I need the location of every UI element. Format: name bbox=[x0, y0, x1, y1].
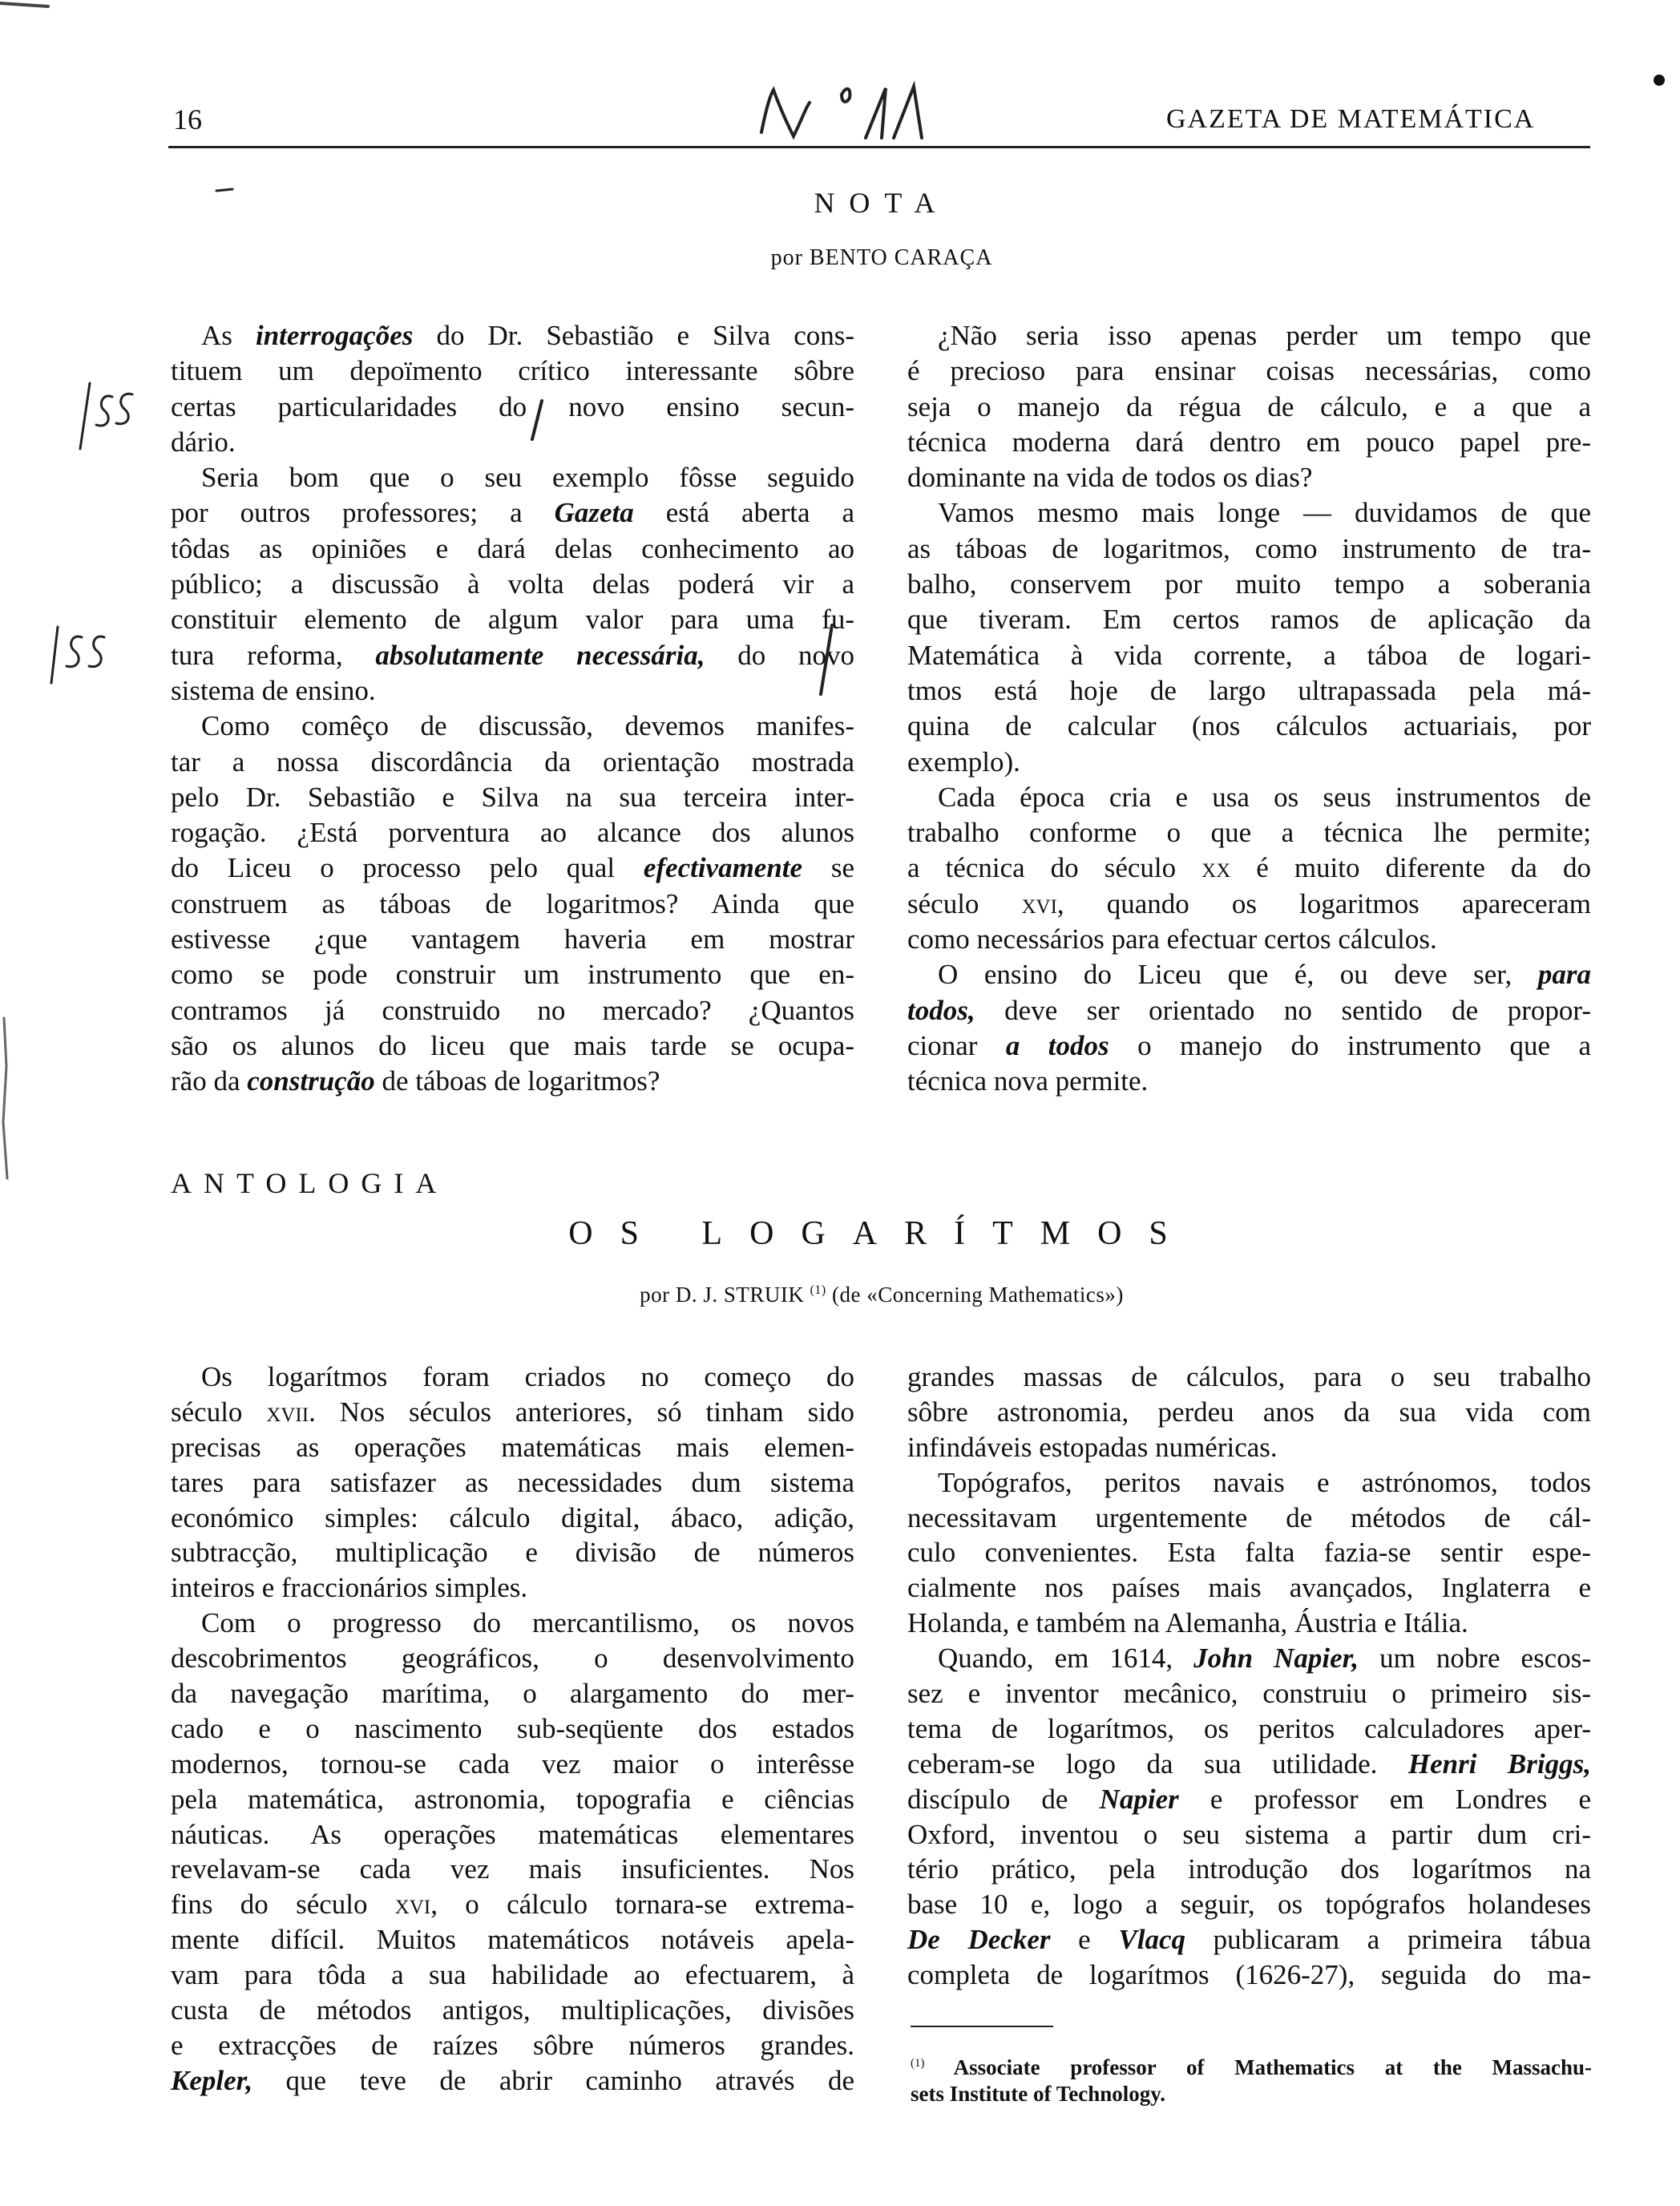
text-run: balho, conservem por muito tempo a soberania bbox=[907, 568, 1591, 600]
text-line bbox=[171, 1606, 854, 1641]
text-line bbox=[171, 390, 854, 425]
byline-source: (de «Concerning Mathematics») bbox=[826, 1283, 1124, 1307]
text-run: dominante na vida de todos os dias? bbox=[907, 462, 1313, 494]
text-line bbox=[907, 1711, 1591, 1747]
text-run: publicaram a primeira tábua bbox=[1185, 1924, 1592, 1956]
text-run: a técnica do século bbox=[907, 852, 1202, 884]
text-run: é precioso para ensinar coisas necessárias, como bbox=[907, 355, 1591, 387]
text-run: que teve de abrir caminho através de bbox=[252, 2064, 854, 2096]
text-run: o manejo do instrumento que a bbox=[1109, 1029, 1591, 1061]
text-line bbox=[907, 531, 1591, 567]
text-line bbox=[171, 1747, 854, 1782]
text-line bbox=[907, 1535, 1591, 1570]
text-line bbox=[907, 1501, 1591, 1536]
text-run: precisas as operações matemáticas mais elemen- bbox=[171, 1431, 854, 1463]
scan-speck bbox=[216, 189, 232, 191]
text-run: . Nos séculos anteriores, só tinham sido bbox=[309, 1396, 854, 1428]
text-run: certas particularidades do novo ensino secun- bbox=[171, 390, 854, 422]
text-line bbox=[907, 673, 1591, 709]
text-line bbox=[907, 1606, 1591, 1641]
margin-annotation-155 bbox=[51, 383, 132, 683]
text-run: modernos, tornou-se cada vez maior o interêsse bbox=[171, 1747, 854, 1780]
text-run: deve ser orientado no sentido de propor- bbox=[975, 994, 1591, 1026]
text-run: ¿Não seria isso apenas perder um tempo que bbox=[938, 320, 1591, 351]
text-line bbox=[171, 780, 854, 815]
text-line bbox=[907, 1570, 1591, 1606]
text-line bbox=[171, 1641, 854, 1676]
text-run: se bbox=[802, 852, 855, 884]
text-line bbox=[907, 1395, 1591, 1430]
text-run: tituem um depoïmento crítico interessante sôbre bbox=[171, 355, 854, 387]
byline-author: por D. J. STRUIK bbox=[640, 1283, 805, 1307]
text-run: base 10 e, logo a seguir, os topógrafos holandeses bbox=[907, 1889, 1591, 1921]
nota-title: NOTA bbox=[814, 187, 950, 219]
scan-edge bbox=[3, 1018, 7, 1178]
text-line bbox=[171, 709, 854, 744]
italic-run: Napier bbox=[1099, 1783, 1179, 1815]
text-run: tério prático, pela introdução dos logarítmos na bbox=[907, 1853, 1591, 1885]
text-run: O ensino do Liceu que é, ou deve ser, bbox=[938, 959, 1538, 991]
text-run: público; a discussão à volta delas poderá vir a bbox=[171, 568, 854, 600]
text-line bbox=[171, 638, 854, 673]
text-run: descobrimentos geográficos, o desenvolvimento bbox=[171, 1642, 854, 1675]
scan-edge bbox=[0, 3, 48, 6]
footnote-line bbox=[911, 2048, 1592, 2079]
text-line bbox=[907, 1852, 1591, 1887]
text-run: vam para tôda a sua habilidade ao efectuarem, à bbox=[171, 1959, 854, 1991]
footnote-rule bbox=[911, 2026, 1053, 2027]
text-line bbox=[907, 354, 1591, 389]
text-run: inteiros e fraccionários simples. bbox=[171, 1572, 528, 1604]
text-run: pela matemática, astronomia, topografia e ciências bbox=[171, 1783, 854, 1815]
text-line bbox=[907, 1817, 1591, 1852]
italic-run: Gazeta bbox=[554, 497, 634, 529]
text-line bbox=[171, 1430, 854, 1465]
text-run: Seria bom que o seu exemplo fôsse seguido bbox=[201, 462, 854, 494]
text-run: completa de logarítmos (1626-27), seguida do ma- bbox=[907, 1959, 1591, 1991]
text-line bbox=[171, 1676, 854, 1711]
section-label: ANTOLOGIA bbox=[171, 1167, 449, 1199]
italic-run: absolutamente necessária, bbox=[375, 639, 705, 671]
text-run: culo convenientes. Esta falta fazia-se sentir espe- bbox=[907, 1537, 1591, 1569]
text-line bbox=[171, 1570, 854, 1606]
text-line bbox=[171, 1922, 854, 1958]
text-line bbox=[907, 567, 1591, 602]
text-line bbox=[171, 1360, 854, 1395]
text-line bbox=[171, 815, 854, 850]
text-line bbox=[907, 957, 1591, 992]
text-line bbox=[907, 1064, 1591, 1099]
text-line bbox=[171, 531, 854, 567]
article-right-column bbox=[907, 1360, 1591, 1993]
text-run: , quando os logaritmos apareceram bbox=[1056, 887, 1592, 919]
text-run: como se pode construir um instrumento que en- bbox=[171, 959, 854, 991]
text-run: por outros professores; a bbox=[171, 497, 555, 529]
text-run: dário. bbox=[171, 426, 236, 458]
text-line bbox=[171, 567, 854, 602]
text-line bbox=[907, 745, 1591, 780]
text-run: rogação. ¿Está porventura ao alcance dos alunos bbox=[171, 817, 854, 849]
text-line bbox=[907, 1676, 1591, 1711]
text-run: e extracções de raízes sôbre números grandes. bbox=[171, 2029, 854, 2061]
text-line bbox=[171, 1958, 854, 1993]
text-run: náuticas. As operações matemáticas elementares bbox=[171, 1818, 854, 1850]
italic-run: Henri Briggs, bbox=[1407, 1747, 1591, 1780]
text-run: tura reforma, bbox=[171, 639, 376, 671]
text-run: sez e inventor mecânico, construiu o primeiro sis- bbox=[907, 1678, 1591, 1710]
text-line bbox=[171, 922, 854, 957]
text-line bbox=[907, 1887, 1591, 1922]
text-line bbox=[907, 602, 1591, 637]
article-left-column bbox=[171, 1360, 854, 2099]
small-caps-run: xvi bbox=[394, 1889, 431, 1921]
article-byline bbox=[521, 1283, 1242, 1307]
text-line bbox=[907, 993, 1591, 1028]
text-line bbox=[171, 1465, 854, 1501]
text-line bbox=[907, 815, 1591, 850]
text-run: constituir elemento de algum valor para uma fu- bbox=[171, 604, 854, 636]
text-run: técnica moderna dará dentro em pouco papel pre- bbox=[907, 426, 1591, 458]
text-run: As bbox=[201, 320, 256, 351]
text-line bbox=[171, 495, 854, 531]
italic-run: para bbox=[1537, 959, 1591, 991]
nota-right-column bbox=[907, 318, 1591, 1100]
text-run: sistema de ensino. bbox=[171, 674, 376, 706]
text-line bbox=[171, 1064, 854, 1099]
text-run: ceberam-se logo da sua utilidade. bbox=[907, 1747, 1408, 1780]
text-line bbox=[171, 673, 854, 709]
text-run: cado e o nascimento sub-seqüente dos estados bbox=[171, 1712, 854, 1744]
footnote-text: Associate professor of Mathematics at the Massachu- bbox=[953, 2055, 1592, 2079]
text-run: são os alunos do liceu que mais tarde se ocupa- bbox=[171, 1029, 854, 1061]
text-run: fins do século bbox=[171, 1889, 395, 1921]
text-run: mente difícil. Muitos matemáticos notáveis apela- bbox=[171, 1924, 854, 1956]
italic-run: interrogações bbox=[255, 320, 414, 351]
text-line bbox=[171, 1852, 854, 1887]
text-line bbox=[907, 495, 1591, 531]
text-line bbox=[171, 354, 854, 389]
text-line bbox=[171, 2028, 854, 2063]
text-run: Com o progresso do mercantilismo, os novos bbox=[201, 1607, 854, 1639]
italic-run: efectivamente bbox=[643, 852, 803, 884]
article-title: OS LOGARÍTMOS bbox=[568, 1215, 1195, 1252]
text-run: Como comêço de discussão, devemos manifes- bbox=[201, 710, 854, 742]
text-run: Holanda, e também na Alemanha, Áustria e Itália. bbox=[907, 1607, 1468, 1639]
text-run: e professor em Londres e bbox=[1178, 1783, 1591, 1815]
text-run: tema de logarítmos, os peritos calculadores aper- bbox=[907, 1712, 1591, 1744]
text-run: sôbre astronomia, perdeu anos da sua vida com bbox=[907, 1396, 1591, 1428]
text-run: tares para satisfazer as necessidades dum sistema bbox=[171, 1466, 854, 1498]
text-line bbox=[907, 1430, 1591, 1465]
text-run: as táboas de logaritmos, como instrumento de tra- bbox=[907, 532, 1591, 564]
footnote-mark: (1) bbox=[810, 1283, 826, 1297]
text-run: grandes massas de cálculos, para o seu trabalho bbox=[907, 1361, 1591, 1392]
scan-blot bbox=[1654, 75, 1665, 86]
italic-run: a todos bbox=[1005, 1029, 1109, 1061]
text-line bbox=[907, 1028, 1591, 1064]
footnote bbox=[911, 2048, 1592, 2109]
text-line bbox=[907, 1641, 1591, 1676]
text-line bbox=[171, 993, 854, 1028]
text-run: tar a nossa discordância da orientação mostrada bbox=[171, 745, 854, 778]
text-run: do Liceu o processo pelo qual bbox=[171, 852, 644, 884]
text-line bbox=[907, 425, 1591, 460]
text-line bbox=[171, 1711, 854, 1747]
text-line bbox=[907, 1747, 1591, 1782]
text-run: seja o manejo da régua de cálculo, e a que a bbox=[907, 390, 1591, 422]
text-line bbox=[907, 850, 1591, 886]
text-run: do Dr. Sebastião e Silva cons- bbox=[413, 320, 854, 351]
text-run: tmos está hoje de largo ultrapassada pela má- bbox=[907, 674, 1591, 706]
running-title: GAZETA DE MATEMÁTICA bbox=[1166, 104, 1536, 134]
text-run: custa de métodos antigos, multiplicações, divisões bbox=[171, 1994, 854, 2026]
text-run: pelo Dr. Sebastião e Silva na sua terceira inter- bbox=[171, 781, 854, 813]
small-caps-run: xvi bbox=[1021, 887, 1057, 919]
text-line bbox=[907, 780, 1591, 815]
text-run: tôdas as opiniões e dará delas conhecimento ao bbox=[171, 532, 854, 564]
text-line bbox=[171, 887, 854, 922]
text-line bbox=[907, 460, 1591, 495]
text-run: de táboas de logaritmos? bbox=[374, 1065, 660, 1097]
text-run: infindáveis estopadas numéricas. bbox=[907, 1431, 1278, 1463]
text-line bbox=[171, 1028, 854, 1064]
text-run: Matemática à vida corrente, a táboa de logari- bbox=[907, 639, 1591, 671]
text-line bbox=[907, 1922, 1591, 1958]
italic-run: todos, bbox=[907, 994, 975, 1026]
text-run: económico simples: cálculo digital, ábaco, adição, bbox=[171, 1501, 854, 1533]
text-line bbox=[171, 1887, 854, 1922]
italic-run: John Napier, bbox=[1193, 1642, 1359, 1675]
text-line bbox=[171, 745, 854, 780]
text-line bbox=[907, 318, 1591, 354]
text-run: exemplo). bbox=[907, 745, 1020, 778]
text-run: cionar bbox=[907, 1029, 1006, 1061]
text-run: século bbox=[907, 887, 1022, 919]
text-run: século bbox=[171, 1396, 267, 1428]
text-run: Cada época cria e usa os seus instrumentos de bbox=[938, 781, 1591, 813]
text-line bbox=[907, 1360, 1591, 1395]
text-run: quina de calcular (nos cálculos actuariais, por bbox=[907, 710, 1591, 742]
header-rule bbox=[168, 146, 1590, 148]
text-line bbox=[171, 1817, 854, 1852]
text-run: estivesse ¿que vantagem haveria em mostrar bbox=[171, 923, 854, 956]
page-number: 16 bbox=[173, 103, 202, 135]
handwritten-issue-number bbox=[761, 87, 922, 138]
text-line bbox=[171, 1993, 854, 2028]
text-run: que tiveram. Em certos ramos de aplicação da bbox=[907, 604, 1591, 636]
small-caps-run: xx bbox=[1201, 852, 1231, 884]
text-run: construem as táboas de logaritmos? Ainda que bbox=[171, 887, 854, 919]
small-caps-run: xvii bbox=[266, 1396, 309, 1428]
nota-byline: por BENTO CARAÇA bbox=[770, 245, 993, 270]
text-run: do novo bbox=[705, 639, 854, 671]
text-line bbox=[171, 1501, 854, 1536]
text-line bbox=[171, 318, 854, 354]
text-line bbox=[171, 957, 854, 992]
nota-left-column bbox=[171, 318, 854, 1100]
text-run: técnica nova permite. bbox=[907, 1065, 1149, 1097]
text-line bbox=[171, 2063, 854, 2099]
text-line bbox=[907, 390, 1591, 425]
footnote-mark: (1) bbox=[911, 2057, 925, 2070]
text-line bbox=[171, 1395, 854, 1430]
footnote-line: sets Institute of Technology. bbox=[911, 2082, 1166, 2106]
text-run: um nobre escos- bbox=[1359, 1642, 1591, 1675]
text-line bbox=[171, 460, 854, 495]
text-run: Quando, em 1614, bbox=[938, 1642, 1194, 1675]
italic-run: Vlacq bbox=[1118, 1924, 1185, 1956]
italic-run: construção bbox=[247, 1065, 375, 1097]
text-run: Topógrafos, peritos navais e astrónomos, todos bbox=[938, 1466, 1591, 1498]
text-run: , o cálculo tornara-se extrema- bbox=[430, 1889, 854, 1921]
text-line bbox=[907, 1782, 1591, 1817]
text-line bbox=[907, 922, 1591, 957]
text-run: Oxford, inventou o seu sistema a partir dum cri- bbox=[907, 1818, 1591, 1850]
text-line bbox=[171, 850, 854, 886]
text-line bbox=[171, 1535, 854, 1570]
text-line bbox=[907, 1958, 1591, 1993]
text-run: e bbox=[1050, 1924, 1119, 1956]
text-run: da navegação marítima, o alargamento do mer- bbox=[171, 1678, 854, 1710]
italic-run: Kepler, bbox=[171, 2064, 253, 2096]
text-run: é muito diferente da do bbox=[1230, 852, 1591, 884]
text-run: trabalho conforme o que a técnica lhe permite; bbox=[907, 817, 1591, 849]
text-line bbox=[171, 425, 854, 460]
text-line bbox=[907, 1465, 1591, 1501]
text-run: necessitavam urgentemente de métodos de cál- bbox=[907, 1501, 1591, 1533]
text-run: como necessários para efectuar certos cálculos. bbox=[907, 923, 1437, 956]
text-run: contramos já construido no mercado? ¿Quantos bbox=[171, 994, 854, 1026]
text-line bbox=[171, 1782, 854, 1817]
text-run: subtracção, multiplicação e divisão de números bbox=[171, 1537, 854, 1569]
text-line bbox=[907, 638, 1591, 673]
text-line bbox=[907, 709, 1591, 744]
text-line bbox=[171, 602, 854, 637]
text-run: rão da bbox=[171, 1065, 248, 1097]
text-line bbox=[907, 887, 1591, 922]
text-run: cialmente nos países mais avançados, Inglaterra e bbox=[907, 1572, 1591, 1604]
text-run: revelavam-se cada vez mais insuficientes. Nos bbox=[171, 1853, 854, 1885]
text-run: está aberta a bbox=[633, 497, 855, 529]
italic-run: De Decker bbox=[907, 1924, 1051, 1956]
text-run: discípulo de bbox=[907, 1783, 1100, 1815]
text-run: Vamos mesmo mais longe — duvidamos de que bbox=[938, 497, 1591, 529]
text-run: Os logarítmos foram criados no começo do bbox=[201, 1361, 854, 1392]
